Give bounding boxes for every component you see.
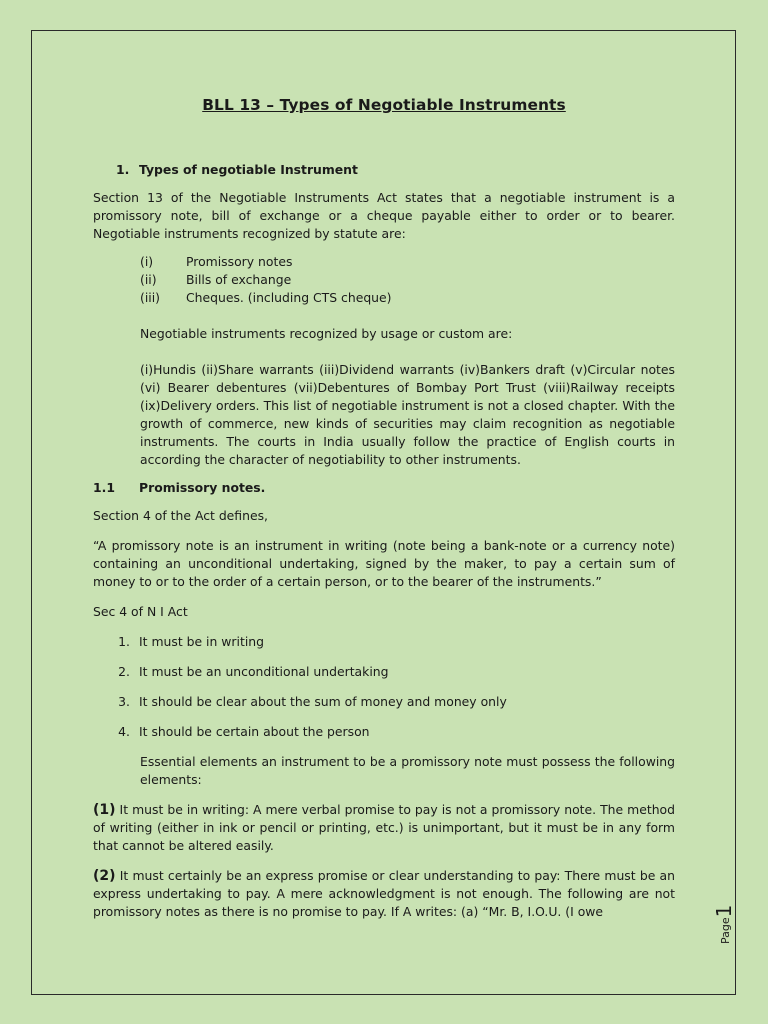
- essential-elements-paragraph: Essential elements an instrument to be a promissory note must possess the following elements:: [140, 754, 675, 787]
- point-paragraph: (1) It must be in writing: A mere verbal promise to pay is not a promissory note. The method of writing (either in ink or pencil or printing, etc.) is unimportant, but it must be in any form that cannot be altered easily.: [93, 802, 675, 853]
- section-heading: 1. Types of negotiable Instrument: [116, 162, 358, 177]
- intro-paragraph: Section 13 of the Negotiable Instruments Act states that a negotiable instrument is a promissory note, bill of exchange or a cheque payable either to order or to bearer. Negotiable instruments recognized by statute are:: [93, 190, 675, 241]
- list-item: (i) Promissory notes: [140, 254, 293, 269]
- section-reference: Sec 4 of N I Act: [93, 604, 188, 619]
- page-number: Page1: [712, 904, 736, 944]
- usage-paragraph: (i)Hundis (ii)Share warrants (iii)Dividend warrants (iv)Bankers draft (v)Circular notes (vi) Bearer debentures (vii)Debentures of Bombay Port Trust (viii)Railway receipts (ix)Delivery orders. This list of negotiable instrument is not a closed chapter. With the growth of commerce, new kinds of securities may claim recognition as negotiable instruments. The courts in India usually follow the practice of English courts in according the character of negotiability to other instruments.: [140, 362, 675, 467]
- requirements-list: [93, 633, 675, 741]
- list-item: 3. It should be clear about the sum of money and money only: [118, 694, 507, 709]
- usage-intro: Negotiable instruments recognized by usage or custom are:: [140, 326, 513, 341]
- defines-line: Section 4 of the Act defines,: [93, 508, 268, 523]
- definition-quote: “A promissory note is an instrument in writing (note being a bank-note or a currency note) containing an unconditional undertaking, signed by the maker, to pay a certain sum of money to or to the order of a certain person, or to the bearer of the instruments.”: [93, 538, 675, 589]
- subsection-heading: 1.1 Promissory notes.: [93, 480, 266, 495]
- document-body: [93, 96, 675, 921]
- list-item: (ii) Bills of exchange: [140, 272, 292, 287]
- list-item: 1. It must be in writing: [118, 634, 264, 649]
- page-title: BLL 13 – Types of Negotiable Instruments: [202, 96, 566, 114]
- statute-list: [140, 253, 675, 307]
- list-item: (iii) Cheques. (including CTS cheque): [140, 290, 392, 305]
- point-paragraph: (2) It must certainly be an express promise or clear understanding to pay: There must be an express undertaking to pay. A mere acknowledgment is not enough. The following are not promissory notes as there is no promise to pay. If A writes: (a) “Mr. B, I.O.U. (I owe: [93, 868, 675, 919]
- list-item: 4. It should be certain about the person: [118, 724, 370, 739]
- list-item: 2. It must be an unconditional undertaking: [118, 664, 389, 679]
